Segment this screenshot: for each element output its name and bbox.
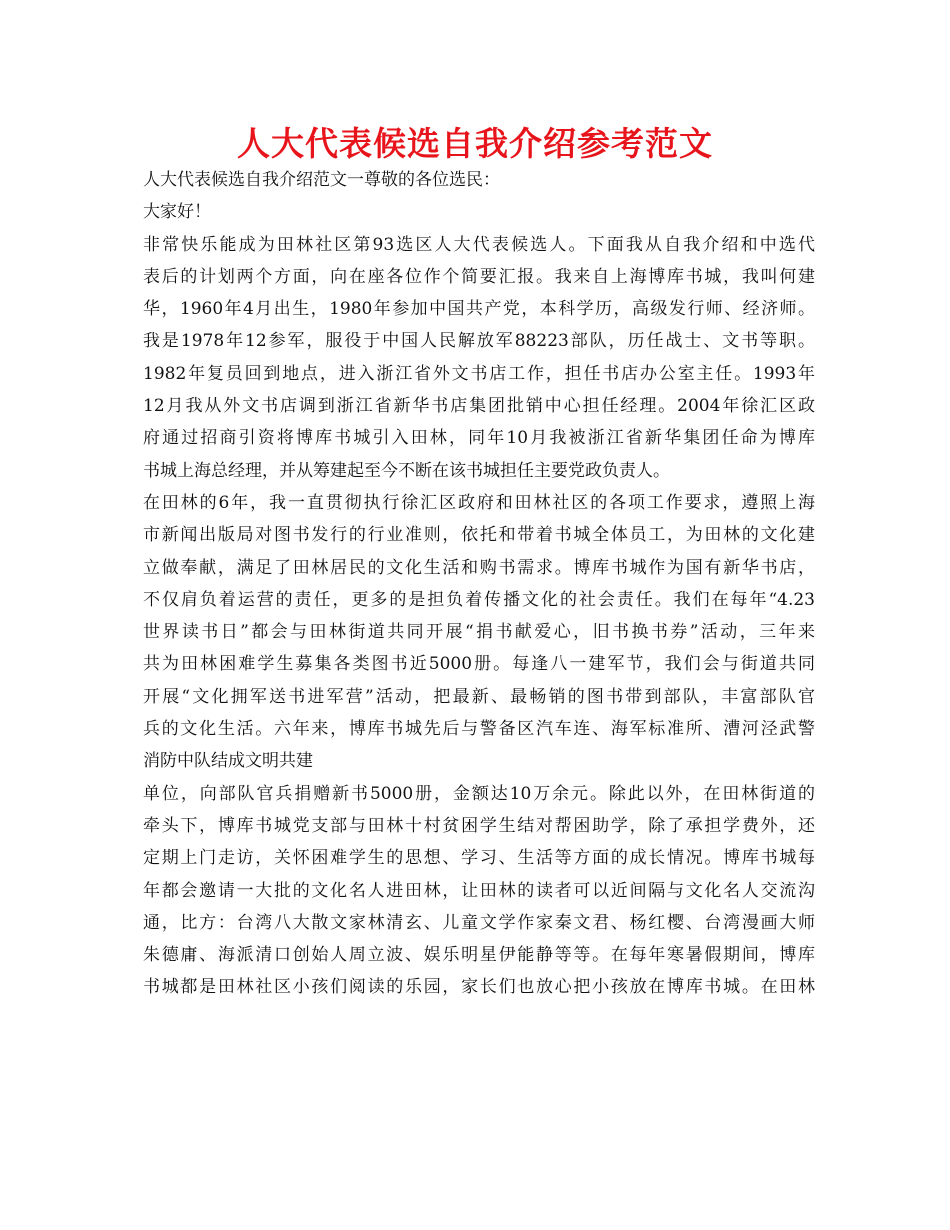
text-line: 立做奉献，满足了田林居民的文化生活和购书需求。博库书城作为国有新华书店， [143, 557, 815, 578]
text-line: 年都会邀请一大批的文化名人进田林，让田林的读者可以近间隔与文化名人交流沟 [143, 880, 815, 901]
text-line: 开展“文化拥军送书进军营”活动，把最新、最畅销的图书带到部队，丰富部队官 [143, 686, 815, 707]
text-line: 非常快乐能成为田林社区第93选区人大代表候选人。下面我从自我介绍和中选代 [143, 234, 815, 255]
text-line: 书城上海总经理，并从筹建起至今不断在该书城担任主要党政负责人。 [143, 460, 670, 481]
text-line: 华，1960年4月出生，1980年参加中国共产党，本科学历，高级发行师、经济师。 [143, 299, 815, 320]
text-line: 通，比方：台湾八大散文家林清玄、儿童文学作家秦文君、杨红樱、台湾漫画大师 [143, 912, 815, 933]
text-line: 在田林的6年，我一直贯彻执行徐汇区政府和田林社区的各项工作要求，遵照上海 [143, 492, 815, 513]
text-line: 共为田林困难学生募集各类图书近5000册。每逢八一建军节，我们会与街道共同 [143, 654, 815, 675]
text-line: 市新闻出版局对图书发行的行业准则，依托和带着书城全体员工，为田林的文化建 [143, 525, 815, 546]
text-line: 世界读书日”都会与田林街道共同开展“捐书献爱心，旧书换书券”活动，三年来 [143, 622, 815, 643]
text-line: 书城都是田林社区小孩们阅读的乐园，家长们也放心把小孩放在博库书城。在田林 [143, 977, 815, 998]
text-line: 单位，向部队官兵捐赠新书5000册，金额达10万余元。除此以外，在田林街道的 [143, 783, 815, 804]
text-line: 我是1978年12参军，服役于中国人民解放军88223部队，历任战士、文书等职。 [143, 331, 815, 352]
text-line: 大家好！ [143, 202, 211, 223]
text-line: 朱德庸、海派清口创始人周立波、娱乐明星伊能静等等。在每年寒暑假期间，博库 [143, 945, 815, 966]
text-line: 12月我从外文书店调到浙江省新华书店集团批销中心担任经理。2004年徐汇区政 [143, 396, 815, 417]
text-line: 定期上门走访，关怀困难学生的思想、学习、生活等方面的成长情况。博库书城每 [143, 848, 815, 869]
text-line: 消防中队结成文明共建 [143, 751, 313, 772]
document-title: 人大代表候选自我介绍参考范文 [237, 124, 713, 163]
text-line: 兵的文化生活。六年来，博库书城先后与警备区汽车连、海军标准所、漕河泾武警 [143, 719, 815, 740]
text-line: 人大代表候选自我介绍范文一尊敬的各位选民： [143, 170, 500, 190]
text-line: 不仅肩负着运营的责任，更多的是担负着传播文化的社会责任。我们在每年“4.23 [143, 589, 815, 610]
document-body [143, 164, 815, 1004]
text-line: 牵头下，博库书城党支部与田林十村贫困学生结对帮困助学，除了承担学费外，还 [143, 815, 815, 836]
text-line: 1982年复员回到地点，进入浙江省外文书店工作，担任书店办公室主任。1993年 [143, 363, 815, 384]
text-line: 表后的计划两个方面，向在座各位作个简要汇报。我来自上海博库书城，我叫何建 [143, 266, 815, 287]
text-line: 府通过招商引资将博库书城引入田林，同年10月我被浙江省新华集团任命为博库 [143, 428, 815, 449]
